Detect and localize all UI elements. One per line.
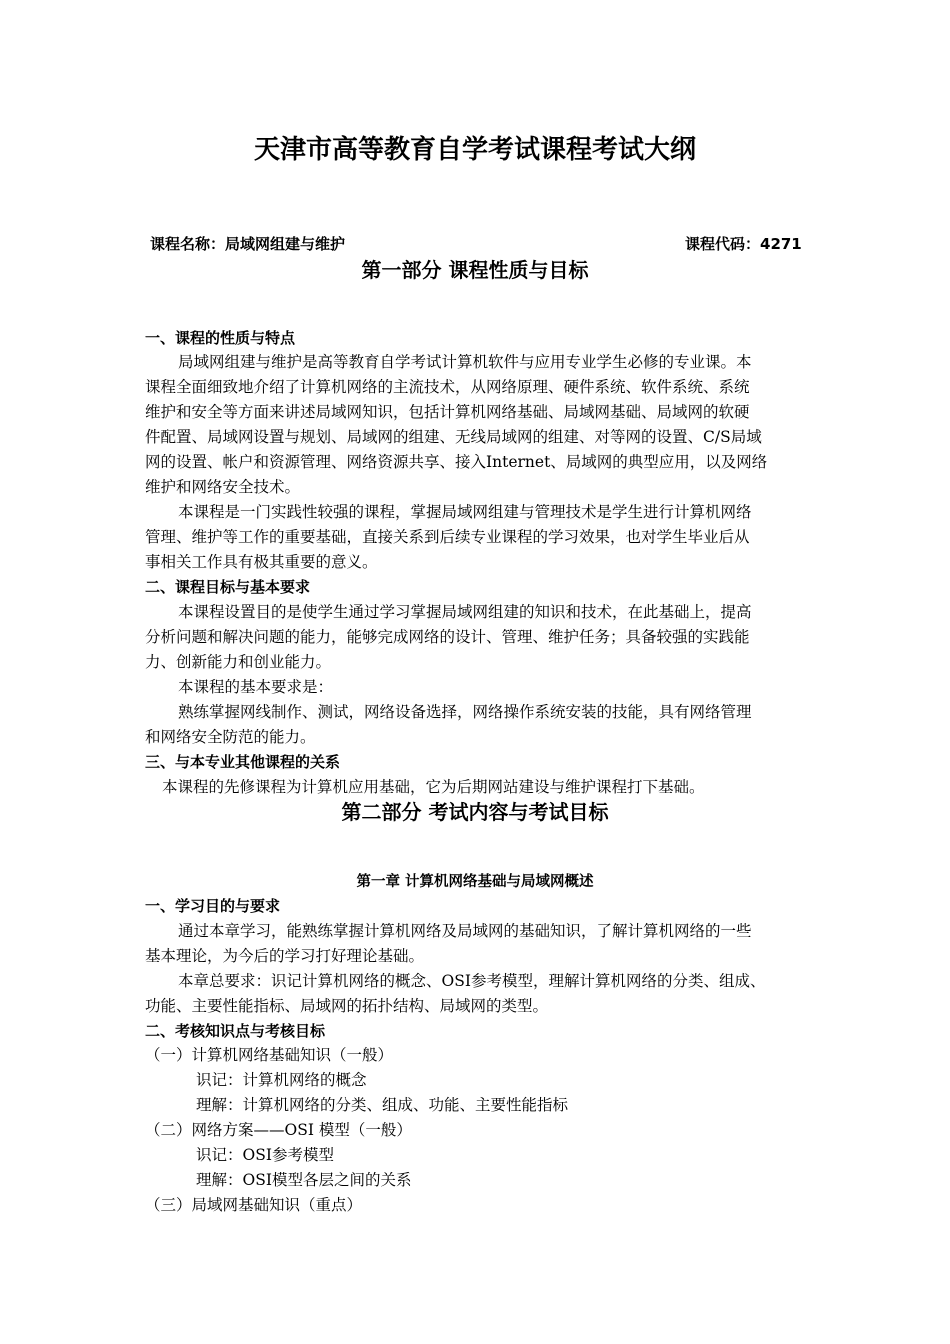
paragraph-line: 事相关工作具有极其重要的意义。 xyxy=(145,553,378,571)
paragraph-line: 网的设置、帐户和资源管理、网络资源共享、接入Internet、局域网的典型应用，以及网络 xyxy=(145,453,768,471)
knowledge-item: 理解：计算机网络的分类、组成、功能、主要性能指标 xyxy=(196,1096,569,1114)
course-code: 课程代码：4271 xyxy=(685,235,802,253)
paragraph-line: 维护和安全等方面来讲述局域网知识，包括计算机网络基础、局域网基础、局域网的软硬 xyxy=(145,403,750,421)
chapter1-heading-goals: 一、学习目的与要求 xyxy=(145,897,281,915)
knowledge-item: 理解：OSI模型各层之间的关系 xyxy=(196,1171,412,1189)
paragraph-line: 本章总要求：识记计算机网络的概念、OSI参考模型，理解计算机网络的分类、组成、 xyxy=(178,972,766,990)
course-name: 课程名称：局域网组建与维护 xyxy=(150,235,346,253)
paragraph-line: 和网络安全防范的能力。 xyxy=(145,728,316,746)
section3-heading: 三、与本专业其他课程的关系 xyxy=(145,753,341,771)
knowledge-item: 识记：计算机网络的概念 xyxy=(196,1071,367,1089)
part2-title: 第二部分 考试内容与考试目标 xyxy=(341,800,609,824)
paragraph-line: 本课程的先修课程为计算机应用基础，它为后期网站建设与维护课程打下基础。 xyxy=(162,778,705,796)
chapter1-title: 第一章 计算机网络基础与局域网概述 xyxy=(356,874,594,890)
paragraph-line: 功能、主要性能指标、局域网的拓扑结构、局域网的类型。 xyxy=(145,997,549,1015)
paragraph-line: 本课程的基本要求是： xyxy=(178,678,334,696)
section1-heading: 一、课程的性质与特点 xyxy=(145,329,296,347)
knowledge-point: （三）局域网基础知识（重点） xyxy=(145,1196,363,1214)
knowledge-point: （一）计算机网络基础知识（一般） xyxy=(145,1046,394,1064)
paragraph-line: 件配置、局域网设置与规划、局域网的组建、无线局域网的组建、对等网的设置、C/S局域 xyxy=(145,428,762,446)
paragraph-line: 本课程设置目的是使学生通过学习掌握局域网组建的知识和技术，在此基础上，提高 xyxy=(178,603,752,621)
paragraph-line: 本课程是一门实践性较强的课程，掌握局域网组建与管理技术是学生进行计算机网络 xyxy=(178,503,752,521)
knowledge-point: （二）网络方案——OSI 模型（一般） xyxy=(145,1121,412,1139)
paragraph-line: 力、创新能力和创业能力。 xyxy=(145,653,332,671)
chapter1-heading-knowledge: 二、考核知识点与考核目标 xyxy=(145,1022,326,1040)
paragraph-line: 维护和网络安全技术。 xyxy=(145,478,301,496)
part1-title: 第一部分 课程性质与目标 xyxy=(361,258,589,282)
section2-heading: 二、课程目标与基本要求 xyxy=(145,578,311,596)
paragraph-line: 通过本章学习，能熟练掌握计算机网络及局域网的基础知识，了解计算机网络的一些 xyxy=(178,922,752,940)
paragraph-line: 基本理论，为今后的学习打好理论基础。 xyxy=(145,947,425,965)
paragraph-line: 课程全面细致地介绍了计算机网络的主流技术，从网络原理、硬件系统、软件系统、系统 xyxy=(145,378,750,396)
paragraph-line: 局域网组建与维护是高等教育自学考试计算机软件与应用专业学生必修的专业课。本 xyxy=(178,353,752,371)
paragraph-line: 熟练掌握网线制作、测试，网络设备选择，网络操作系统安装的技能，具有网络管理 xyxy=(178,703,752,721)
knowledge-item: 识记：OSI参考模型 xyxy=(196,1146,334,1164)
paragraph-line: 分析问题和解决问题的能力，能够完成网络的设计、管理、维护任务；具备较强的实践能 xyxy=(145,628,750,646)
document-title: 天津市高等教育自学考试课程考试大纲 xyxy=(253,135,696,165)
paragraph-line: 管理、维护等工作的重要基础，直接关系到后续专业课程的学习效果，也对学生毕业后从 xyxy=(145,528,750,546)
